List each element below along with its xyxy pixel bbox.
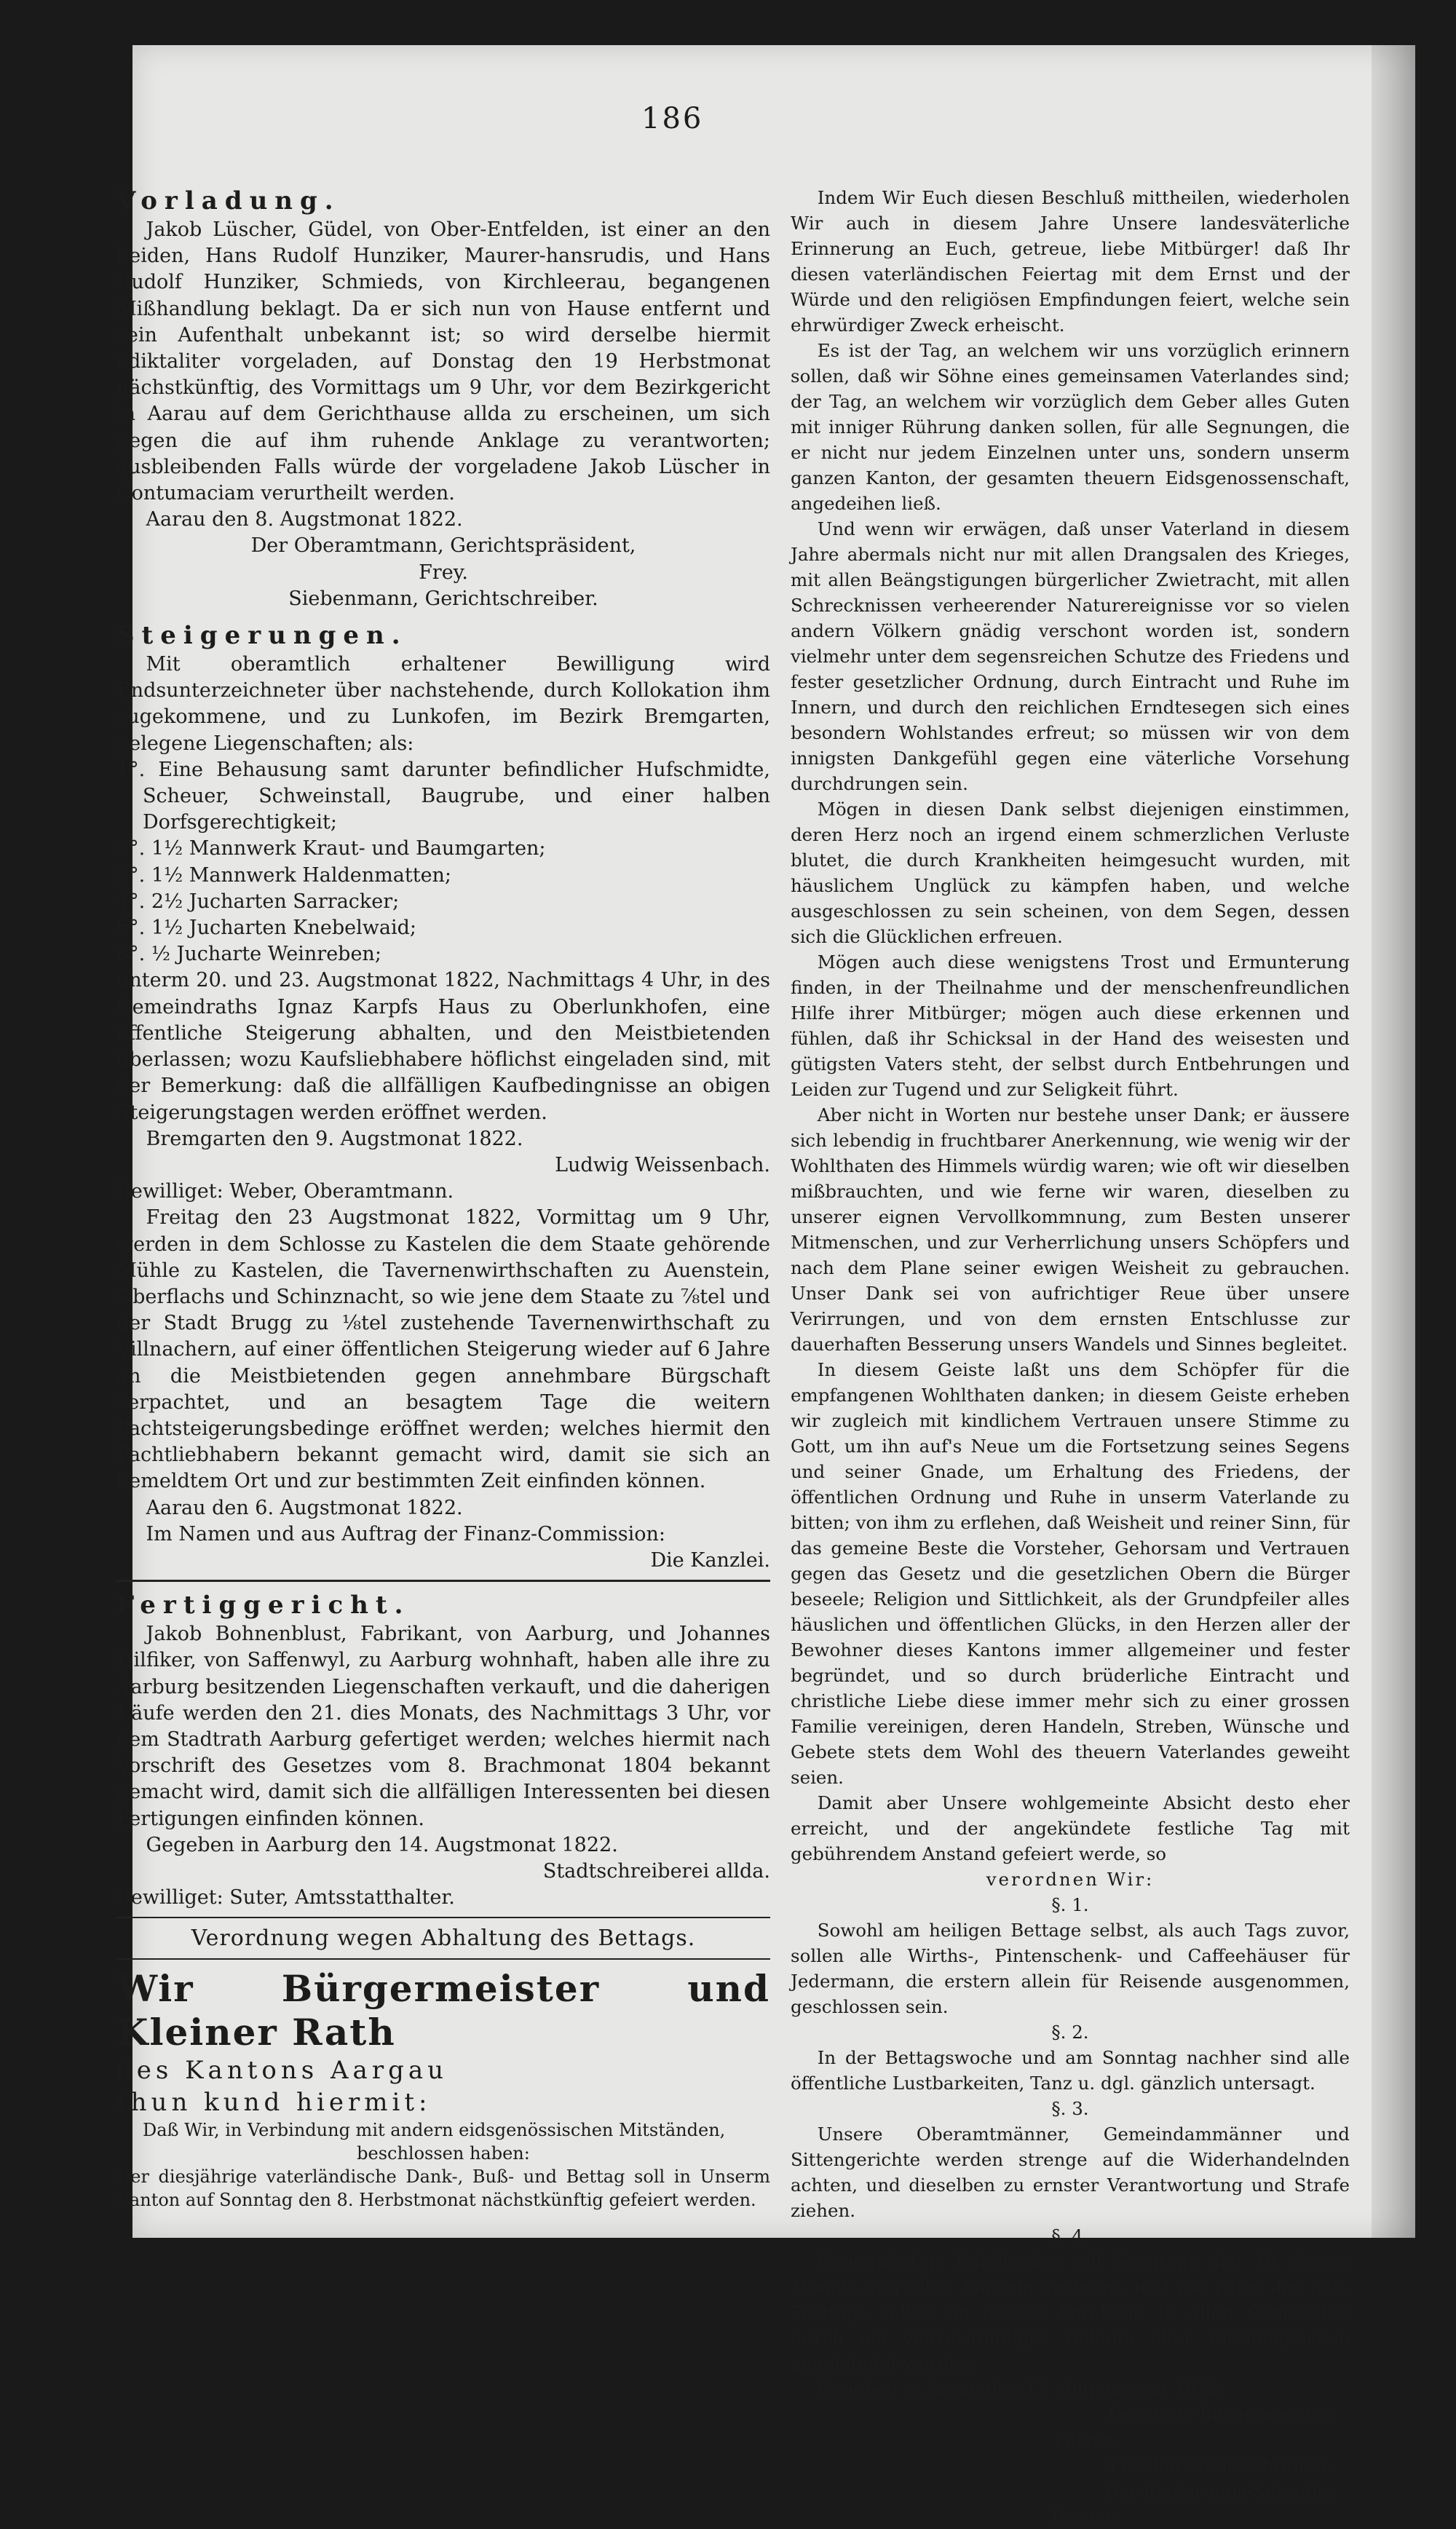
- section-mark: §. 4.: [1051, 2225, 1089, 2247]
- verordnen-heading: verordnen Wir:: [986, 1869, 1155, 1890]
- verordnung-title: Verordnung wegen Abhaltung des Bettags.: [191, 1926, 696, 1952]
- steigerungen-sign: Ludwig Weissenbach.: [555, 1153, 770, 1176]
- signature-line: Für den Staatsschreiber:: [1109, 2455, 1335, 2476]
- verordnung-line1: Wir Bürgermeister und Kleiner Rath: [116, 1966, 770, 2054]
- fertiggericht-date: Gegeben in Aarburg den 14. Augstmonat 1822.: [146, 1833, 618, 1856]
- verordnung-line2: des Kantons Aargau: [116, 2055, 448, 2085]
- signature-line: Fetzer.: [1053, 2429, 1116, 2450]
- verordnung-body2: Der diesjährige vaterländische Dank-, Buß- und Bettag soll in Unserm Kanton auf Sonntag den 8. Herbstmonat nächstkünftig gefeiert werden.: [116, 2166, 770, 2210]
- fertiggericht-approved: Bewilliget: Suter, Amtsstatthalter.: [116, 1886, 455, 1909]
- section-divider: [116, 1917, 770, 1918]
- page-number: 186: [641, 102, 704, 135]
- vorladung-sign1: Der Oberamtmann, Gerichtspräsident,: [250, 534, 636, 558]
- list-item: 6°. ½ Jucharte Weinreben;: [116, 943, 381, 966]
- steigerungen-body3: Freitag den 23 Augstmonat 1822, Vormittag um 9 Uhr, werden in dem Schlosse zu Kastelen die dem Staate gehörende Mühle zu Kastelen, die Tavernenwirthschaften zu Auenstein, Oberflachs und Schinznacht, so wie jene dem Staate zu ⅞tel und der Stadt Brugg zu ⅛tel zustehende Tavernenwirthschaft zu Villnachern, auf einer öffentlichen Steigerung wieder auf 6 Jahre an die Meistbietenden gegen annehmbare Bürgschaft verpachtet, und an besagtem Tage die weitern Pachtsteigerungsbedinge eröffnet werden; welches hiermit den Pachtliebhabern bekannt gemacht wird, damit sie sich an bemeldtem Ort und zur bestimmten Zeit einfinden können.: [116, 1206, 770, 1493]
- verordnung-body: Daß Wir, in Verbindung mit andern eidsgenössischen Mitständen,: [143, 2119, 726, 2140]
- list-item: 1°. Eine Behausung samt darunter befindlicher Hufschmidte, Scheuer, Schweinstall, Baugrube, und einer halben Dorfsgerechtigkeit;: [116, 758, 770, 834]
- right-paragraph: In diesem Geiste laßt uns dem Schöpfer für die empfangenen Wohlthaten danken; in diesem Geiste erheben wir zugleich mit kindlichem Vertrauen unsere Stimme zu Gott, um ihn auf's Neue um die Fortsetzung seines Segens und seiner Gnade, um Erhaltung des Friedens, der öffentlichen Ordnung und Ruhe in unserm Vaterlande zu bitten; von ihm zu erflehen, daß Weisheit und reiner Sinn, für das gemeine Beste die Vorsteher, Gehorsam und Vertrauen gegen das Gesetz und die gesetzlichen Obern die Bürger beseele; Religion und Sittlichkeit, als der Grundpfeiler alles häuslichen und öffentlichen Glücks, in den Herzen aller der Bewohner dieses Kantons immer allgemeiner und fester begründet, und so durch brüderliche Eintracht und christliche Liebe diese immer mehr sich zu einer grossen Familie vereinigen, deren Handeln, Streben, Wünsche und Gebete stets dem Wohl des theuern Vaterlandes geweiht seien.: [791, 1359, 1350, 1788]
- right-date: Gegeben in Aarau den 12. Augstmonat 1822.: [817, 2378, 1225, 2399]
- right-paragraph: Mögen in diesen Dank selbst diejenigen einstimmen, deren Herz noch an irgend einem schmerzlichen Verluste blutet, die durch Krankheiten heimgesucht wurden, mit häuslichem Unglück zu kämpfen haben, und welche ausgeschlossen zu sein scheinen, von dem Segen, dessen sich die Glücklichen erfreuen.: [791, 799, 1350, 947]
- steigerungen-date2: Aarau den 6. Augstmonat 1822.: [146, 1496, 463, 1519]
- section-divider: [116, 1958, 770, 1960]
- section-text: Sowohl am heiligen Bettage selbst, als auch Tags zuvor, sollen alle Wirths-, Pintenschenk- und Caffeehäuser für Jedermann, die erstern allein für Reisende ausgenommen, geschlossen sein.: [791, 1920, 1350, 2017]
- section-mark: §. 1.: [1051, 1894, 1089, 1915]
- steigerungen-body: Mit oberamtlich erhaltener Bewilligung wird Endsunterzeichneter über nachstehende, durch Kollokation ihm zugekommene, und zu Lunkofen, im Bezirk Bremgarten, gelegene Liegenschaften; als:: [116, 653, 770, 755]
- fertiggericht-sign: Stadtschreiberei allda.: [542, 1859, 770, 1883]
- vorladung-sign3: Siebenmann, Gerichtschreiber.: [288, 587, 598, 610]
- right-paragraph: Und wenn wir erwägen, daß unser Vaterland in diesem Jahre abermals nicht nur mit allen Drangsalen des Krieges, mit allen Beängstigungen bürgerlicher Zwietracht, mit allen Schrecknissen verheerender Naturereignisse vor so vielen andern Völkern gnädig verschont worden ist, sondern vielmehr unter dem segensreichen Schutze des Friedens und fester gesetzlicher Ordnung, durch Eintracht und Ruhe im Innern, und durch den reichlichen Erndtesegen sich eines besondern Wohlstandes erfreut; so müssen wir von dem innigsten Dankgefühl gegen eine väterliche Vorsehung durchdrungen sein.: [791, 518, 1350, 794]
- steigerungen-list: [116, 757, 770, 968]
- section-text: Unsere Oberamtmänner, Gemeindammänner und Sittengerichte werden strenge auf die Widerhandelnden achten, und dieselben zu ernster Verantwortung und Strafe ziehen.: [791, 2124, 1350, 2221]
- right-paragraph: Aber nicht in Worten nur bestehe unser Dank; er äussere sich lebendig in fruchtbarer Anerkennung, wie wenig wir der Wohlthaten des Himmels würdig waren; wie oft wir dieselben mißbrauchten, und wie ferne wir waren, dieselben zu unserer eignen Vervollkommnung, zum Besten unserer Mitmenschen, und zur Verherrlichung unsers Schöpfers und nach dem Plane seiner ewigen Weisheit zu gebrauchen. Unser Dank sei von aufrichtiger Reue über unsere Verirrungen, und von dem ernsten Entschlusse zur dauerhaften Besserung unsers Wandels und Sinnes begleitet.: [791, 1104, 1350, 1355]
- verordnung-beschlossen: beschlossen haben:: [357, 2142, 530, 2164]
- steigerungen-date: Bremgarten den 9. Augstmonat 1822.: [146, 1127, 523, 1150]
- vorladung-heading: Vorladung.: [116, 186, 341, 215]
- steigerungen-heading: Steigerungen.: [116, 621, 408, 651]
- list-item: 3°. 1½ Mannwerk Haldenmatten;: [116, 863, 452, 887]
- steigerungen-body2: unterm 20. und 23. Augstmonat 1822, Nachmittags 4 Uhr, in des Gemeindraths Ignaz Karpfs Haus zu Oberlunkhofen, eine öffentliche Steigerung abhalten, und den Meistbietenden überlassen; wozu Kaufsliebhabere höflichst eingeladen sind, mit der Bemerkung: daß die allfälligen Kaufbedingnisse an obigen Steigerungstagen werden eröffnet werden.: [116, 969, 770, 1124]
- steigerungen-sign3: Die Kanzlei.: [650, 1548, 770, 1572]
- section-mark: §. 3.: [1051, 2098, 1089, 2119]
- right-paragraph: Es ist der Tag, an welchem wir uns vorzüglich erinnern sollen, daß wir Söhne eines gemeinsamen Vaterlandes sind; der Tag, an welchem wir vorzüglich dem Geber alles Guten mit inniger Rührung danken sollen, für alle Segnungen, die er nicht nur jedem Einzelnen unter uns, sondern unserm ganzen Kanton, der gesamten theuern Eidsgenossenschaft, angedeihen ließ.: [791, 340, 1350, 514]
- section-text: In der Bettagswoche und am Sonntag nachher sind alle öffentliche Lustbarkeiten, Tanz u. dgl. gänzlich untersagt.: [791, 2047, 1350, 2094]
- left-column: [116, 185, 770, 2212]
- list-item: 4°. 2½ Jucharten Sarracker;: [116, 890, 400, 913]
- right-paragraph: Indem Wir Euch diesen Beschluß mittheilen, wiederholen Wir auch in diesem Jahre Unsere landesväterliche Erinnerung an Euch, getreue, liebe Mitbürger! daß Ihr diesen vaterländischen Feiertag mit dem Ernst und der Würde und den religiösen Empfindungen feiert, welche sein ehrwürdiger Zweck erheischt.: [791, 187, 1350, 336]
- fertiggericht-body: Jakob Bohnenblust, Fabrikant, von Aarburg, und Johannes Hilfiker, von Saffenwyl, zu Aarburg wohnhaft, haben alle ihre zu Aarburg besitzenden Liegenschaften verkauft, und die daherigen Käufe werden den 21. dies Monats, des Nachmittags 3 Uhr, vor dem Stadtrath Aarburg gefertiget werden; welches hiermit nach Vorschrift des Gesetzes vom 8. Brachmonat 1804 bekannt gemacht wird, damit sich die allfälligen Interessenten bei diesen Fertigungen einfinden können.: [116, 1623, 770, 1830]
- right-column: [791, 185, 1350, 2529]
- section-divider: [116, 1580, 770, 1582]
- list-item: 2°. 1½ Mannwerk Kraut- und Baumgarten;: [116, 837, 546, 860]
- steigerungen-approved: Bewilliget: Weber, Oberamtmann.: [116, 1180, 454, 1203]
- page-fold-shadow: [1372, 45, 1415, 2238]
- vorladung-sign2: Frey.: [419, 561, 468, 584]
- list-item: 5°. 1½ Jucharten Knebelwaid;: [116, 917, 416, 940]
- section-mark: §. 2.: [1051, 2022, 1089, 2043]
- section-text: Gegenwärtige Publikation soll Sonntags den 18. dieses Monats von allen Kanzeln verlesen, und die Feier des heil. Festtags selbst an dessen Vorabend in allen Gemeinden durch ein viertelstündiges Geläute aller Kirchenglocken angekündet werden.: [791, 2251, 1350, 2374]
- verordnung-line3: thun kund hiermit:: [116, 2087, 432, 2117]
- signature-line: Der Regierungs-Sekretär,: [1103, 2480, 1335, 2501]
- vorladung-date: Aarau den 8. Augstmonat 1822.: [146, 508, 463, 531]
- right-paragraph: Mögen auch diese wenigstens Trost und Ermunterung finden, in der Theilnahme und der menschenfreundlichen Hilfe ihrer Mitbürger; mögen auch diese erkennen und fühlen, daß ihr Schicksal in der Hand des weisesten und gütigsten Vaters steht, der selbst durch Entbehrungen und Leiden zur Tugend und zur Seligkeit führt.: [791, 951, 1350, 1100]
- steigerungen-sign2: Im Namen und aus Auftrag der Finanz-Commission:: [146, 1522, 665, 1546]
- right-paragraph: Damit aber Unsere wohlgemeinte Absicht desto eher erreicht, und der angekündete festliche Tag mit gebührendem Anstand gefeiert werde, so: [791, 1792, 1350, 1864]
- signature-line: Berner.: [1051, 2506, 1118, 2527]
- signature-line: Der Amts-Bürgermeister,: [1108, 2404, 1335, 2425]
- vorladung-body: Jakob Lüscher, Güdel, von Ober-Entfelden, ist einer an den beiden, Hans Rudolf Hunziker, Maurer-hansrudis, und Hans Rudolf Hunziker, Schmieds, von Kirchleerau, begangenen Mißhandlung beklagt. Da er sich nun von Hause entfernt und sein Aufenthalt unbekannt ist; so wird derselbe hiermit ediktaliter vorgeladen, auf Donstag den 19 Herbstmonat nächstkünftig, des Vormittags um 9 Uhr, vor dem Bezirkgericht in Aarau auf dem Gerichthause allda zu erscheinen, um sich gegen die auf ihm ruhende Anklage zu verantworten; ausbleibenden Falls würde der vorgeladene Jakob Lüscher in Contumaciam verurtheilt werden.: [116, 218, 770, 505]
- fertiggericht-heading: Fertiggericht.: [116, 1591, 411, 1620]
